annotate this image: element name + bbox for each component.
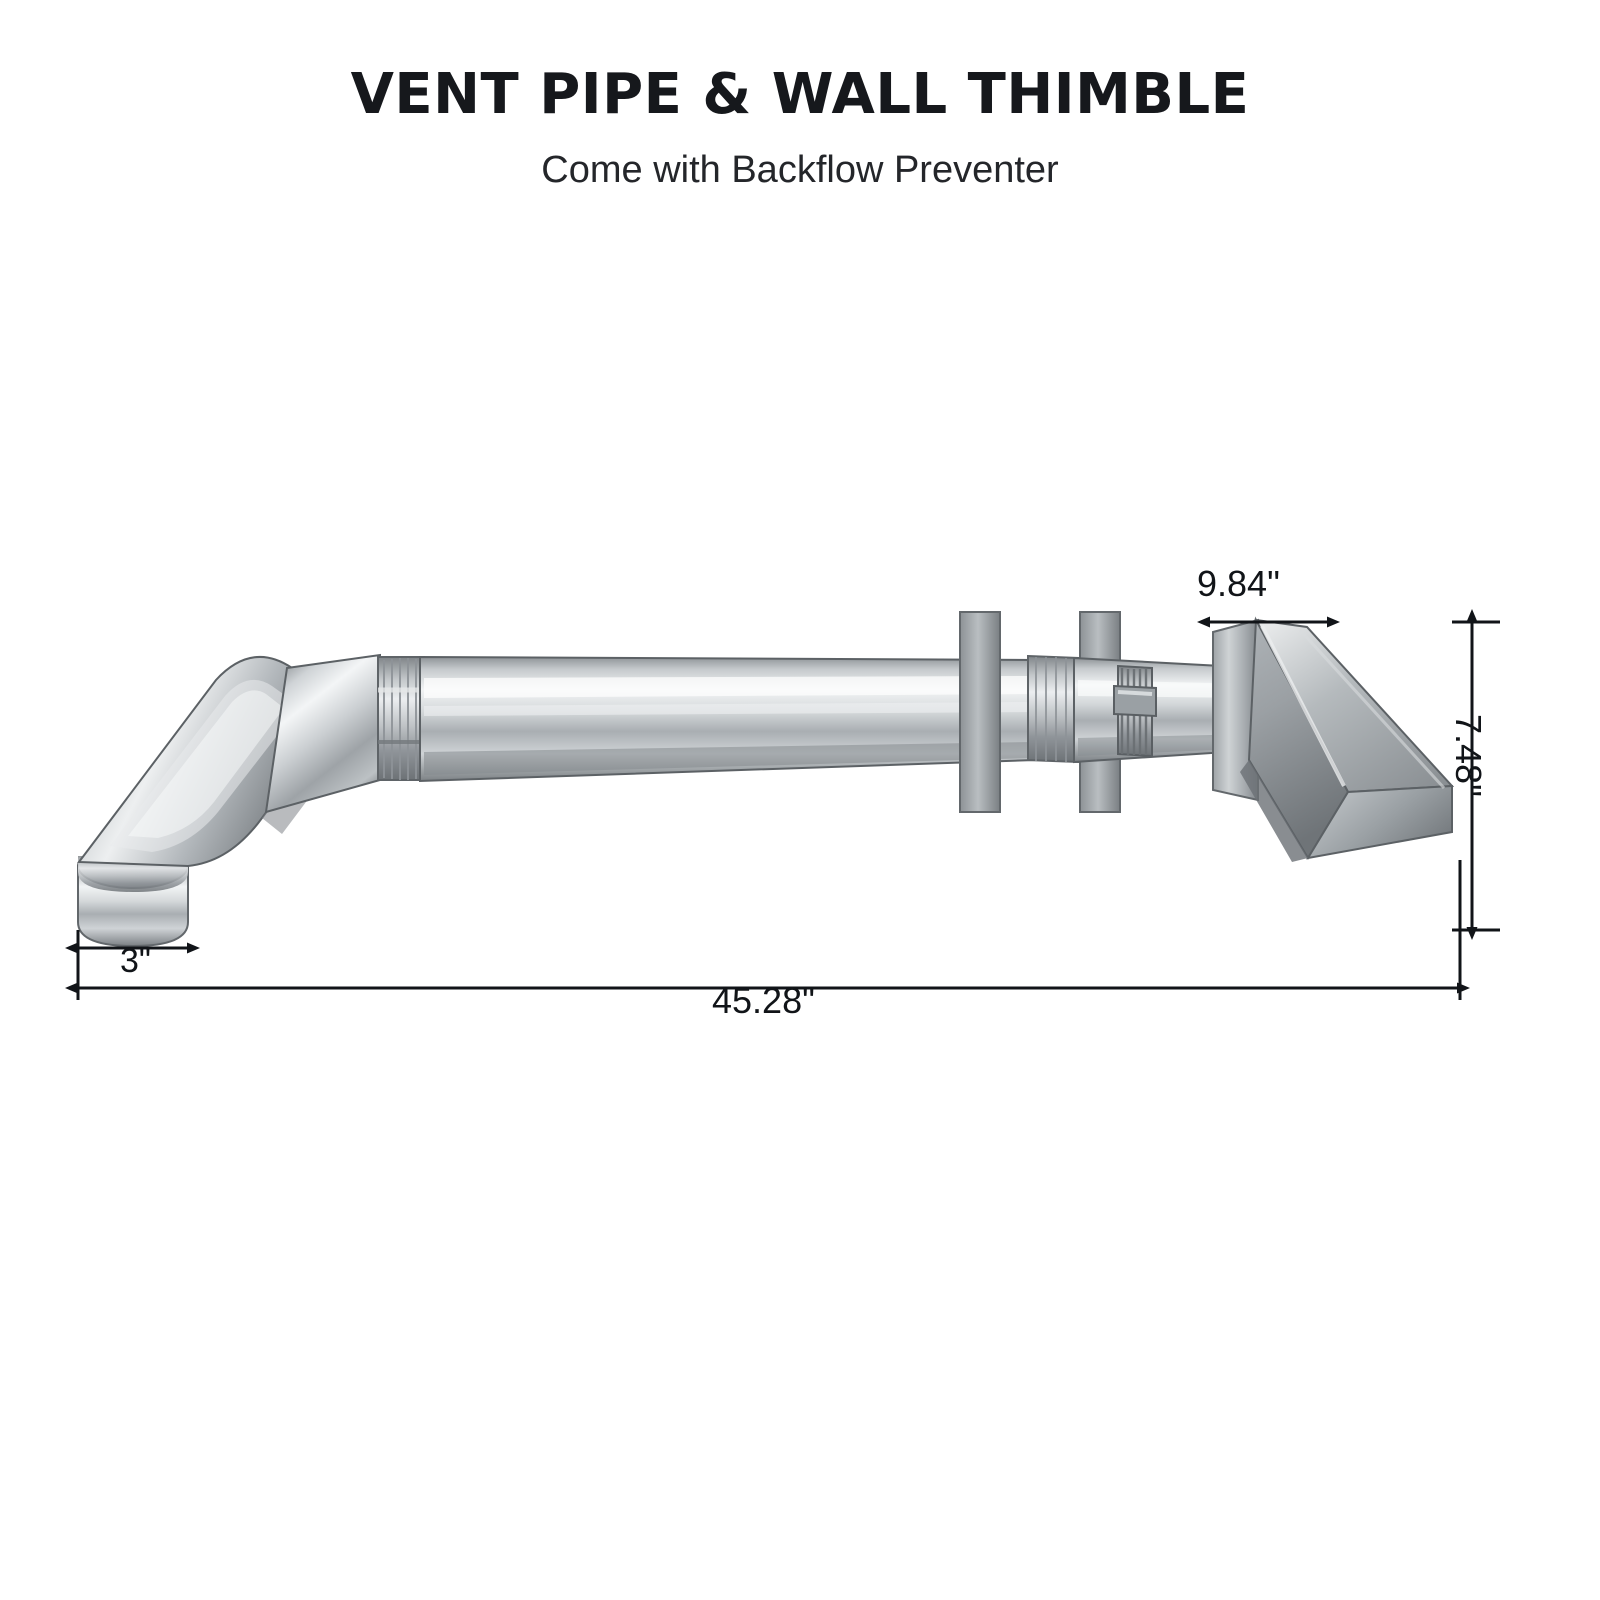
locking-band-left: [378, 657, 424, 780]
page-title: VENT PIPE & WALL THIMBLE: [350, 62, 1250, 127]
page-subtitle: Come with Backflow Preventer: [541, 149, 1059, 191]
elbow-to-pipe-transition: [266, 655, 392, 812]
hose-clamp: [1114, 666, 1156, 756]
dimension-total-length: [78, 860, 1460, 1000]
dimension-label-thimble-projection: 9.84": [1197, 563, 1280, 604]
dimension-label-thimble-height: 7.48": [1448, 714, 1489, 797]
backflow-preventer-hood: [1240, 620, 1452, 862]
dimension-thimble-projection: [1207, 610, 1330, 622]
dimension-label-pipe-diameter: 3": [120, 942, 151, 980]
locking-band-right: [1028, 656, 1078, 762]
dimension-label-total-length: 45.28": [712, 980, 815, 1021]
straight-pipe: [420, 657, 1035, 781]
